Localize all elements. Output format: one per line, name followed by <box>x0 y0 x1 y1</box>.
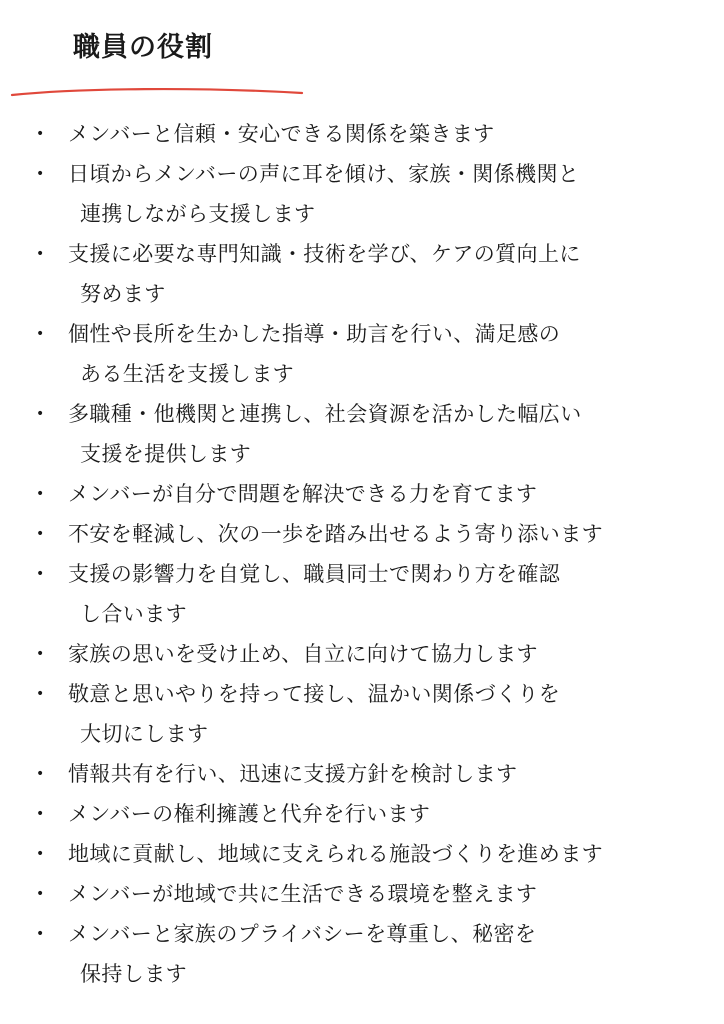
list-item <box>0 794 724 834</box>
bullet: • <box>36 886 45 902</box>
list-item <box>0 474 724 514</box>
item-text: メンバーと家族のプライバシーを尊重し、秘密を <box>68 922 537 946</box>
item-text-continued: 保持します <box>80 962 187 986</box>
bullet: • <box>36 166 45 182</box>
bullet: • <box>36 486 45 502</box>
item-text-continued: し合います <box>80 602 187 626</box>
bullet: • <box>36 846 45 862</box>
list-item <box>0 674 724 754</box>
item-text: 個性や長所を生かした指導・助言を行い、満足感の <box>68 322 561 346</box>
list-item <box>0 234 724 314</box>
list-item <box>0 314 724 394</box>
role-list <box>0 114 724 994</box>
list-item <box>0 154 724 234</box>
bullet: • <box>36 766 45 782</box>
title-underline <box>0 80 320 104</box>
bullet: • <box>36 246 45 262</box>
item-text: 支援に必要な専門知識・技術を学び、ケアの質向上に <box>68 242 581 266</box>
item-text: メンバーと信頼・安心できる関係を築きます <box>68 122 495 146</box>
item-text-continued: 連携しながら支援します <box>80 202 316 226</box>
bullet: • <box>36 406 45 422</box>
item-text: 支援の影響力を自覚し、職員同士で関わり方を確認 <box>68 562 561 586</box>
item-text: 情報共有を行い、迅速に支援方針を検討します <box>68 762 518 786</box>
bullet: • <box>36 326 45 342</box>
list-item <box>0 874 724 914</box>
item-text: 地域に貢献し、地域に支えられる施設づくりを進めます <box>68 842 603 866</box>
list-item <box>0 554 724 634</box>
list-item <box>0 834 724 874</box>
list-item <box>0 914 724 994</box>
item-text: 不安を軽減し、次の一歩を踏み出せるよう寄り添います <box>68 522 603 546</box>
item-text: メンバーの権利擁護と代弁を行います <box>68 802 431 826</box>
bullet: • <box>36 646 45 662</box>
item-text: 日頃からメンバーの声に耳を傾け、家族・関係機関と <box>68 162 580 186</box>
list-item <box>0 754 724 794</box>
item-text-continued: 支援を提供します <box>80 442 252 466</box>
item-text-continued: 大切にします <box>80 722 209 746</box>
list-item <box>0 114 724 154</box>
list-item <box>0 394 724 474</box>
bullet: • <box>36 566 45 582</box>
bullet: • <box>36 526 45 542</box>
item-text: 家族の思いを受け止め、自立に向けて協力します <box>68 642 538 666</box>
item-text-continued: ある生活を支援します <box>80 362 294 386</box>
item-text: メンバーが自分で問題を解決できる力を育てます <box>68 482 538 506</box>
list-item <box>0 514 724 554</box>
item-text: 敬意と思いやりを持って接し、温かい関係づくりを <box>68 682 561 706</box>
item-text-continued: 努めます <box>80 282 166 306</box>
bullet: • <box>36 806 45 822</box>
list-item <box>0 634 724 674</box>
item-text: メンバーが地域で共に生活できる環境を整えます <box>68 882 538 906</box>
bullet: • <box>36 926 45 942</box>
page-title: 職員の役割 <box>73 32 213 63</box>
bullet: • <box>36 126 45 142</box>
item-text: 多職種・他機関と連携し、社会資源を活かした幅広い <box>68 402 582 426</box>
bullet: • <box>36 686 45 702</box>
